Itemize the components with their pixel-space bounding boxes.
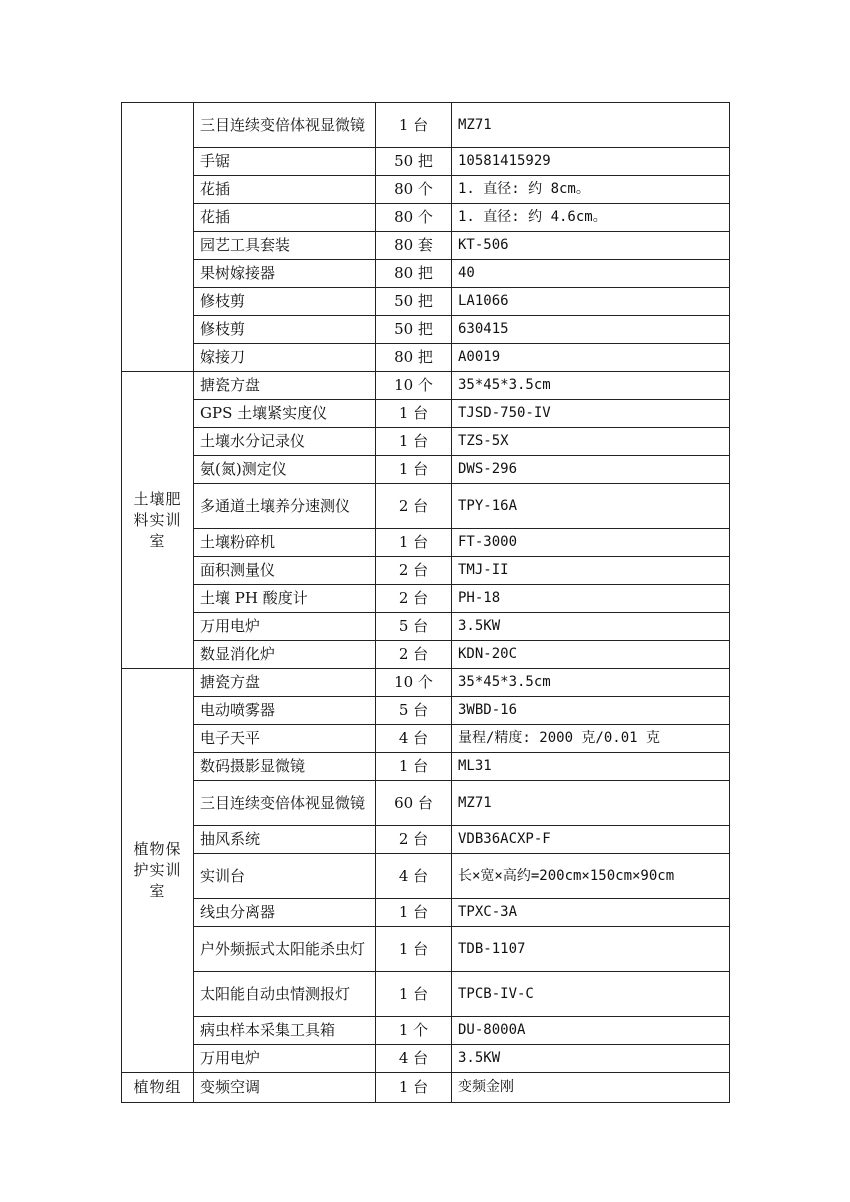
table-row	[122, 725, 730, 753]
specification-cell: PH-18	[452, 585, 730, 613]
specification-cell: 35*45*3.5cm	[452, 372, 730, 400]
item-name-cell: 数码摄影显微镜	[194, 753, 376, 781]
table-row	[122, 232, 730, 260]
table-row	[122, 288, 730, 316]
specification-cell: 630415	[452, 316, 730, 344]
specification-cell: TJSD-750-IV	[452, 400, 730, 428]
room-name-cell: 植物保护实训室	[122, 669, 194, 1073]
item-name-cell: 搪瓷方盘	[194, 669, 376, 697]
item-name-cell: 病虫样本采集工具箱	[194, 1017, 376, 1045]
table-row	[122, 1017, 730, 1045]
quantity-cell: 50 把	[376, 288, 452, 316]
item-name-cell: 线虫分离器	[194, 899, 376, 927]
table-row	[122, 826, 730, 854]
room-name-cell: 植物组	[122, 1073, 194, 1103]
table-row	[122, 613, 730, 641]
equipment-table-body	[122, 103, 730, 1103]
table-row	[122, 899, 730, 927]
table-row	[122, 585, 730, 613]
item-name-cell: 电动喷雾器	[194, 697, 376, 725]
quantity-cell: 2 台	[376, 557, 452, 585]
quantity-cell: 1 台	[376, 529, 452, 557]
quantity-cell: 4 台	[376, 854, 452, 899]
quantity-cell: 1 台	[376, 456, 452, 484]
quantity-cell: 80 个	[376, 176, 452, 204]
quantity-cell: 10 个	[376, 372, 452, 400]
table-row	[122, 316, 730, 344]
item-name-cell: 抽风系统	[194, 826, 376, 854]
item-name-cell: 万用电炉	[194, 613, 376, 641]
specification-cell: 长×宽×高约=200cm×150cm×90cm	[452, 854, 730, 899]
quantity-cell: 1 台	[376, 899, 452, 927]
specification-cell: 量程/精度: 2000 克/0.01 克	[452, 725, 730, 753]
item-name-cell: 三目连续变倍体视显微镜	[194, 781, 376, 826]
specification-cell: MZ71	[452, 103, 730, 148]
specification-cell: KDN-20C	[452, 641, 730, 669]
item-name-cell: 搪瓷方盘	[194, 372, 376, 400]
table-row	[122, 428, 730, 456]
table-row	[122, 484, 730, 529]
quantity-cell: 1 台	[376, 1073, 452, 1103]
specification-cell: FT-3000	[452, 529, 730, 557]
specification-cell: TZS-5X	[452, 428, 730, 456]
quantity-cell: 4 台	[376, 725, 452, 753]
table-row	[122, 972, 730, 1017]
quantity-cell: 2 台	[376, 484, 452, 529]
specification-cell: 3WBD-16	[452, 697, 730, 725]
table-row	[122, 1073, 730, 1103]
room-name-cell	[122, 103, 194, 372]
table-row	[122, 697, 730, 725]
quantity-cell: 50 把	[376, 148, 452, 176]
table-row	[122, 372, 730, 400]
quantity-cell: 2 台	[376, 826, 452, 854]
item-name-cell: 万用电炉	[194, 1045, 376, 1073]
quantity-cell: 1 台	[376, 103, 452, 148]
specification-cell: DU-8000A	[452, 1017, 730, 1045]
item-name-cell: 花插	[194, 204, 376, 232]
quantity-cell: 50 把	[376, 316, 452, 344]
quantity-cell: 80 套	[376, 232, 452, 260]
quantity-cell: 1 台	[376, 927, 452, 972]
table-row	[122, 103, 730, 148]
item-name-cell: GPS 土壤紧实度仪	[194, 400, 376, 428]
item-name-cell: 园艺工具套装	[194, 232, 376, 260]
table-row	[122, 669, 730, 697]
item-name-cell: 修枝剪	[194, 316, 376, 344]
item-name-cell: 土壤粉碎机	[194, 529, 376, 557]
quantity-cell: 60 台	[376, 781, 452, 826]
quantity-cell: 1 台	[376, 753, 452, 781]
table-row	[122, 753, 730, 781]
specification-cell: TDB-1107	[452, 927, 730, 972]
room-name-cell: 土壤肥料实训室	[122, 372, 194, 669]
item-name-cell: 多通道土壤养分速测仪	[194, 484, 376, 529]
table-row	[122, 260, 730, 288]
quantity-cell: 10 个	[376, 669, 452, 697]
item-name-cell: 太阳能自动虫情测报灯	[194, 972, 376, 1017]
specification-cell: MZ71	[452, 781, 730, 826]
table-row	[122, 927, 730, 972]
specification-cell: TPXC-3A	[452, 899, 730, 927]
specification-cell: 1. 直径: 约 4.6cm。	[452, 204, 730, 232]
quantity-cell: 80 把	[376, 344, 452, 372]
table-row	[122, 557, 730, 585]
item-name-cell: 果树嫁接器	[194, 260, 376, 288]
specification-cell: 40	[452, 260, 730, 288]
specification-cell: TPY-16A	[452, 484, 730, 529]
specification-cell: ML31	[452, 753, 730, 781]
quantity-cell: 2 台	[376, 585, 452, 613]
specification-cell: 10581415929	[452, 148, 730, 176]
specification-cell: DWS-296	[452, 456, 730, 484]
quantity-cell: 1 台	[376, 428, 452, 456]
item-name-cell: 花插	[194, 176, 376, 204]
item-name-cell: 变频空调	[194, 1073, 376, 1103]
specification-cell: KT-506	[452, 232, 730, 260]
table-row	[122, 148, 730, 176]
table-row	[122, 344, 730, 372]
item-name-cell: 土壤水分记录仪	[194, 428, 376, 456]
specification-cell: LA1066	[452, 288, 730, 316]
quantity-cell: 4 台	[376, 1045, 452, 1073]
specification-cell: 35*45*3.5cm	[452, 669, 730, 697]
quantity-cell: 1 个	[376, 1017, 452, 1045]
table-row	[122, 456, 730, 484]
table-row	[122, 529, 730, 557]
table-row	[122, 781, 730, 826]
specification-cell: 1. 直径: 约 8cm。	[452, 176, 730, 204]
quantity-cell: 1 台	[376, 972, 452, 1017]
item-name-cell: 面积测量仪	[194, 557, 376, 585]
equipment-table	[121, 102, 730, 1103]
item-name-cell: 土壤 PH 酸度计	[194, 585, 376, 613]
quantity-cell: 2 台	[376, 641, 452, 669]
specification-cell: 3.5KW	[452, 1045, 730, 1073]
item-name-cell: 手锯	[194, 148, 376, 176]
item-name-cell: 户外频振式太阳能杀虫灯	[194, 927, 376, 972]
item-name-cell: 嫁接刀	[194, 344, 376, 372]
table-row	[122, 176, 730, 204]
item-name-cell: 电子天平	[194, 725, 376, 753]
quantity-cell: 1 台	[376, 400, 452, 428]
quantity-cell: 5 台	[376, 697, 452, 725]
item-name-cell: 数显消化炉	[194, 641, 376, 669]
item-name-cell: 氨(氮)测定仪	[194, 456, 376, 484]
table-row	[122, 641, 730, 669]
specification-cell: VDB36ACXP-F	[452, 826, 730, 854]
quantity-cell: 5 台	[376, 613, 452, 641]
specification-cell: A0019	[452, 344, 730, 372]
specification-cell: 3.5KW	[452, 613, 730, 641]
item-name-cell: 实训台	[194, 854, 376, 899]
table-row	[122, 204, 730, 232]
item-name-cell: 三目连续变倍体视显微镜	[194, 103, 376, 148]
table-row	[122, 400, 730, 428]
item-name-cell: 修枝剪	[194, 288, 376, 316]
quantity-cell: 80 把	[376, 260, 452, 288]
table-row	[122, 1045, 730, 1073]
quantity-cell: 80 个	[376, 204, 452, 232]
specification-cell: TPCB-IV-C	[452, 972, 730, 1017]
specification-cell: 变频金刚	[452, 1073, 730, 1103]
table-row	[122, 854, 730, 899]
specification-cell: TMJ-II	[452, 557, 730, 585]
